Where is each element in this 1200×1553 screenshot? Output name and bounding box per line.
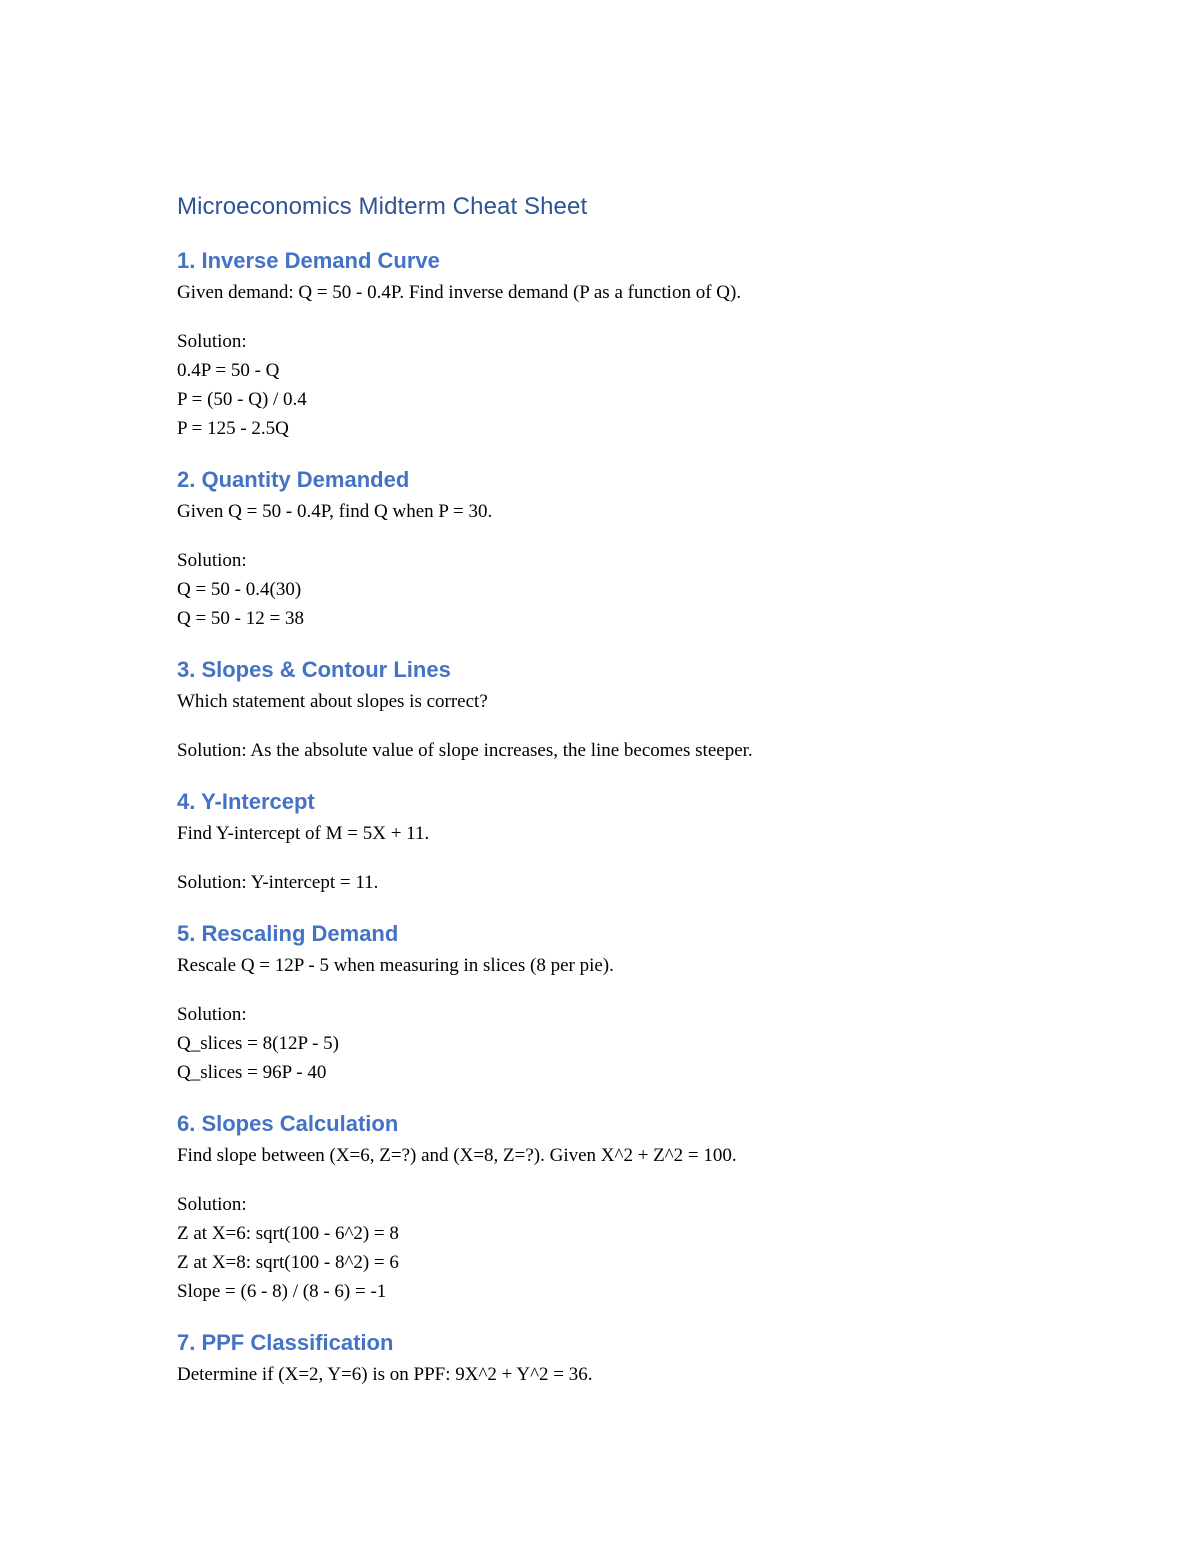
section-y-intercept bbox=[177, 787, 1077, 897]
document-page bbox=[177, 190, 1077, 1389]
section-heading: 7. PPF Classification bbox=[177, 1330, 394, 1355]
section-heading: 1. Inverse Demand Curve bbox=[177, 248, 440, 273]
solution-line: Z at X=8: sqrt(100 - 8^2) = 6 bbox=[177, 1252, 399, 1273]
solution-line: P = (50 - Q) / 0.4 bbox=[177, 389, 307, 410]
solution-line: Solution: bbox=[177, 1004, 247, 1025]
solution-line: Slope = (6 - 8) / (8 - 6) = -1 bbox=[177, 1281, 387, 1302]
solution-line: Solution: As the absolute value of slope increases, the line becomes steeper. bbox=[177, 740, 753, 761]
solution-line: Q_slices = 8(12P - 5) bbox=[177, 1033, 339, 1054]
section-slopes-calculation bbox=[177, 1109, 1077, 1306]
solution-line: Solution: bbox=[177, 550, 247, 571]
solution-line: 0.4P = 50 - Q bbox=[177, 360, 280, 381]
section-slopes-contour bbox=[177, 655, 1077, 765]
question-text: Given demand: Q = 50 - 0.4P. Find inverse demand (P as a function of Q). bbox=[177, 282, 742, 303]
solution-line: Q = 50 - 12 = 38 bbox=[177, 608, 304, 629]
question-text: Given Q = 50 - 0.4P, find Q when P = 30. bbox=[177, 501, 493, 522]
section-heading: 6. Slopes Calculation bbox=[177, 1111, 399, 1136]
section-heading: 5. Rescaling Demand bbox=[177, 921, 399, 946]
section-inverse-demand bbox=[177, 246, 1077, 443]
document-title: Microeconomics Midterm Cheat Sheet bbox=[177, 193, 588, 220]
section-heading: 4. Y-Intercept bbox=[177, 789, 315, 814]
section-heading: 2. Quantity Demanded bbox=[177, 467, 410, 492]
question-text: Find Y-intercept of M = 5X + 11. bbox=[177, 823, 430, 844]
solution-line: Q = 50 - 0.4(30) bbox=[177, 579, 302, 600]
solution-line: P = 125 - 2.5Q bbox=[177, 418, 289, 439]
section-ppf-classification bbox=[177, 1328, 1077, 1389]
section-heading: 3. Slopes & Contour Lines bbox=[177, 657, 451, 682]
question-text: Which statement about slopes is correct? bbox=[177, 691, 488, 712]
section-rescaling-demand bbox=[177, 919, 1077, 1087]
solution-line: Solution: bbox=[177, 331, 247, 352]
question-text: Determine if (X=2, Y=6) is on PPF: 9X^2 + Y^2 = 36. bbox=[177, 1364, 593, 1385]
question-text: Find slope between (X=6, Z=?) and (X=8, Z=?). Given X^2 + Z^2 = 100. bbox=[177, 1145, 737, 1166]
solution-line: Solution: bbox=[177, 1194, 247, 1215]
solution-line: Q_slices = 96P - 40 bbox=[177, 1062, 327, 1083]
question-text: Rescale Q = 12P - 5 when measuring in slices (8 per pie). bbox=[177, 955, 614, 976]
section-quantity-demanded bbox=[177, 465, 1077, 633]
solution-line: Solution: Y-intercept = 11. bbox=[177, 872, 379, 893]
solution-line: Z at X=6: sqrt(100 - 6^2) = 8 bbox=[177, 1223, 399, 1244]
